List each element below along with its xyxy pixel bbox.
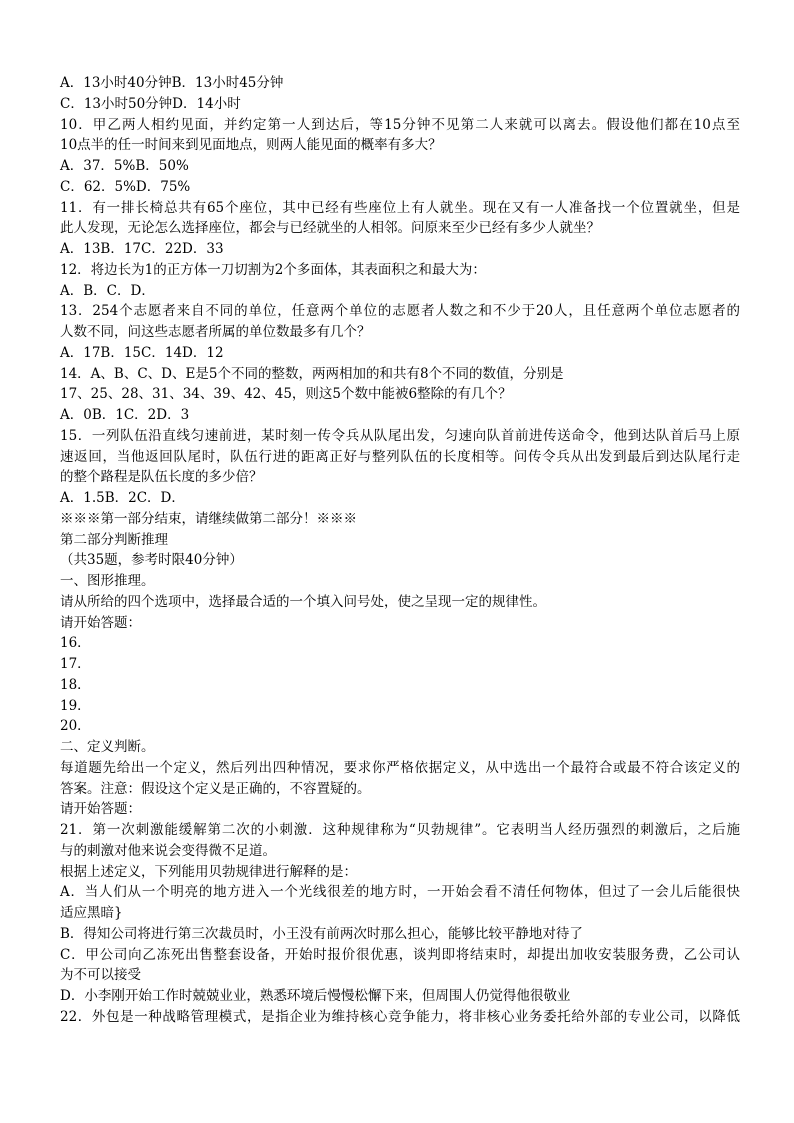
part2-title: 第二部分判断推理 [60, 531, 168, 548]
q21-option-a: A．当人们从一个明亮的地方进入一个光线很差的地方时，一开始会看不清任何物体，但过了一会儿后能很快 [60, 884, 740, 901]
q21-option-a-cont: 适应黑暗} [60, 905, 123, 921]
q21-text-cont: 与的刺激对他来说会变得微不足道。 [60, 842, 276, 859]
q15-text-end: 的整个路程是队伍长度的多少倍？ [60, 469, 263, 486]
q10-text-cont: 10点半的任一时间来到见面地点，则两人能见面的概率有多大？ [60, 137, 442, 154]
q14-text-cont: 17、25、28、31、34、39、42、45，则这5个数中能被6整除的有几个？ [60, 386, 512, 403]
q21-text: 21．第一次刺激能缓解第二次的小刺激．这种规律称为“贝勃规律”。它表明当人经历强烈的刺激后，之后施 [60, 822, 740, 838]
q11-options: A．13B．17C．22D．33 [60, 241, 224, 257]
start-answering-2: 请开始答题： [60, 801, 141, 818]
q14-text: 14．A、B、C、D、E是5个不同的整数，两两相加的和共有8个不同的数值，分别是 [60, 365, 564, 382]
q14-options: A．0B．1C．2D．3 [60, 407, 190, 423]
q13-text-cont: 人数不同，问这些志愿者所属的单位数最多有几个？ [60, 324, 371, 340]
q11-text: 11．有一排长椅总共有65个座位，其中已经有些座位上有人就坐。现在又有一人准备找一个位置就坐，但是 [60, 199, 740, 216]
q21-option-c: C．甲公司向乙冻死出售整套设备，开始时报价很优惠，谈判即将结束时，却提出加收安装服务费，乙公司认 [60, 946, 740, 963]
q13-text: 13．254个志愿者来自不同的单位，任意两个单位的志愿者人数之和不少于20人，且任意两个单位志愿者的 [60, 303, 740, 320]
q10-options-cd: C．62．5%D．75% [60, 178, 191, 195]
start-answering: 请开始答题： [60, 614, 141, 631]
q17: 17． [60, 656, 91, 672]
q16: 16． [60, 635, 91, 652]
q13-options: A．17B．15C．14D．12 [60, 344, 224, 361]
q15-text: 15．一列队伍沿直线匀速前进，某时刻一传令兵从队尾出发，匀速向队首前进传送命令，他到达队首后马上原 [60, 427, 740, 444]
definition-instructions: 每道题先给出一个定义，然后列出四种情况，要求你严格依据定义，从中选出一个最符合或最不符合该定义的 [60, 759, 740, 776]
q21-prompt: 根据上述定义，下列能用贝勃规律进行解释的是： [60, 863, 357, 880]
section-definition-judgement: 二、定义判断。 [60, 739, 155, 755]
section-figure-reasoning: 一、图形推理。 [60, 573, 155, 589]
q12-text: 12．将边长为1的正方体一刀切割为2个多面体，其表面积之和最大为： [60, 261, 486, 278]
q21-option-b: B．得知公司将进行第三次裁员时，小王没有前两次时那么担心，能够比较平静地对待了 [60, 925, 583, 942]
q10-text: 10．甲乙两人相约见面，并约定第一人到达后，等15分钟不见第二人来就可以离去。假设他们都在10点至 [60, 116, 740, 133]
q10-options-ab: A．37．5%B．50% [60, 158, 189, 174]
q15-text-cont: 速返回，当他返回队尾时，队伍行进的距离正好与整列队伍的长度相等。问传令兵从出发到最后到达队尾行走 [60, 448, 740, 465]
q18: 18． [60, 676, 91, 693]
figure-instructions: 请从所给的四个选项中，选择最合适的一个填入问号处，使之呈现一定的规律性。 [60, 593, 546, 610]
q15-options: A．1.5B．2C．D． [60, 490, 185, 506]
q20: 20． [60, 718, 91, 735]
part1-end-notice: ※※※第一部分结束，请继续做第二部分！※※※ [60, 510, 357, 527]
q9-options-ab: A．13小时40分钟B．13小时45分钟 [60, 75, 284, 91]
q21-option-d: D．小李刚开始工作时兢兢业业，熟悉环境后慢慢松懈下来，但周围人仍觉得他很敬业 [60, 988, 571, 1004]
q9-options-cd: C．13小时50分钟D．14小时 [60, 95, 241, 112]
part2-info: （共35题，参考时限40分钟） [60, 552, 243, 569]
document-page [60, 73, 740, 1028]
q19: 19． [60, 697, 91, 714]
q22-text: 22．外包是一种战略管理模式，是指企业为维持核心竞争能力，将非核心业务委托给外部的专业公司，以降低 [60, 1008, 740, 1025]
q21-option-c-cont: 为不可以接受 [60, 967, 141, 984]
q11-text-cont: 此人发现，无论怎么选择座位，都会与已经就坐的人相邻。问原来至少已经有多少人就坐？ [60, 220, 600, 237]
q12-options: A．B．C．D． [60, 282, 155, 299]
definition-instructions-cont: 答案。注意：假设这个定义是正确的，不容置疑的。 [60, 780, 371, 797]
